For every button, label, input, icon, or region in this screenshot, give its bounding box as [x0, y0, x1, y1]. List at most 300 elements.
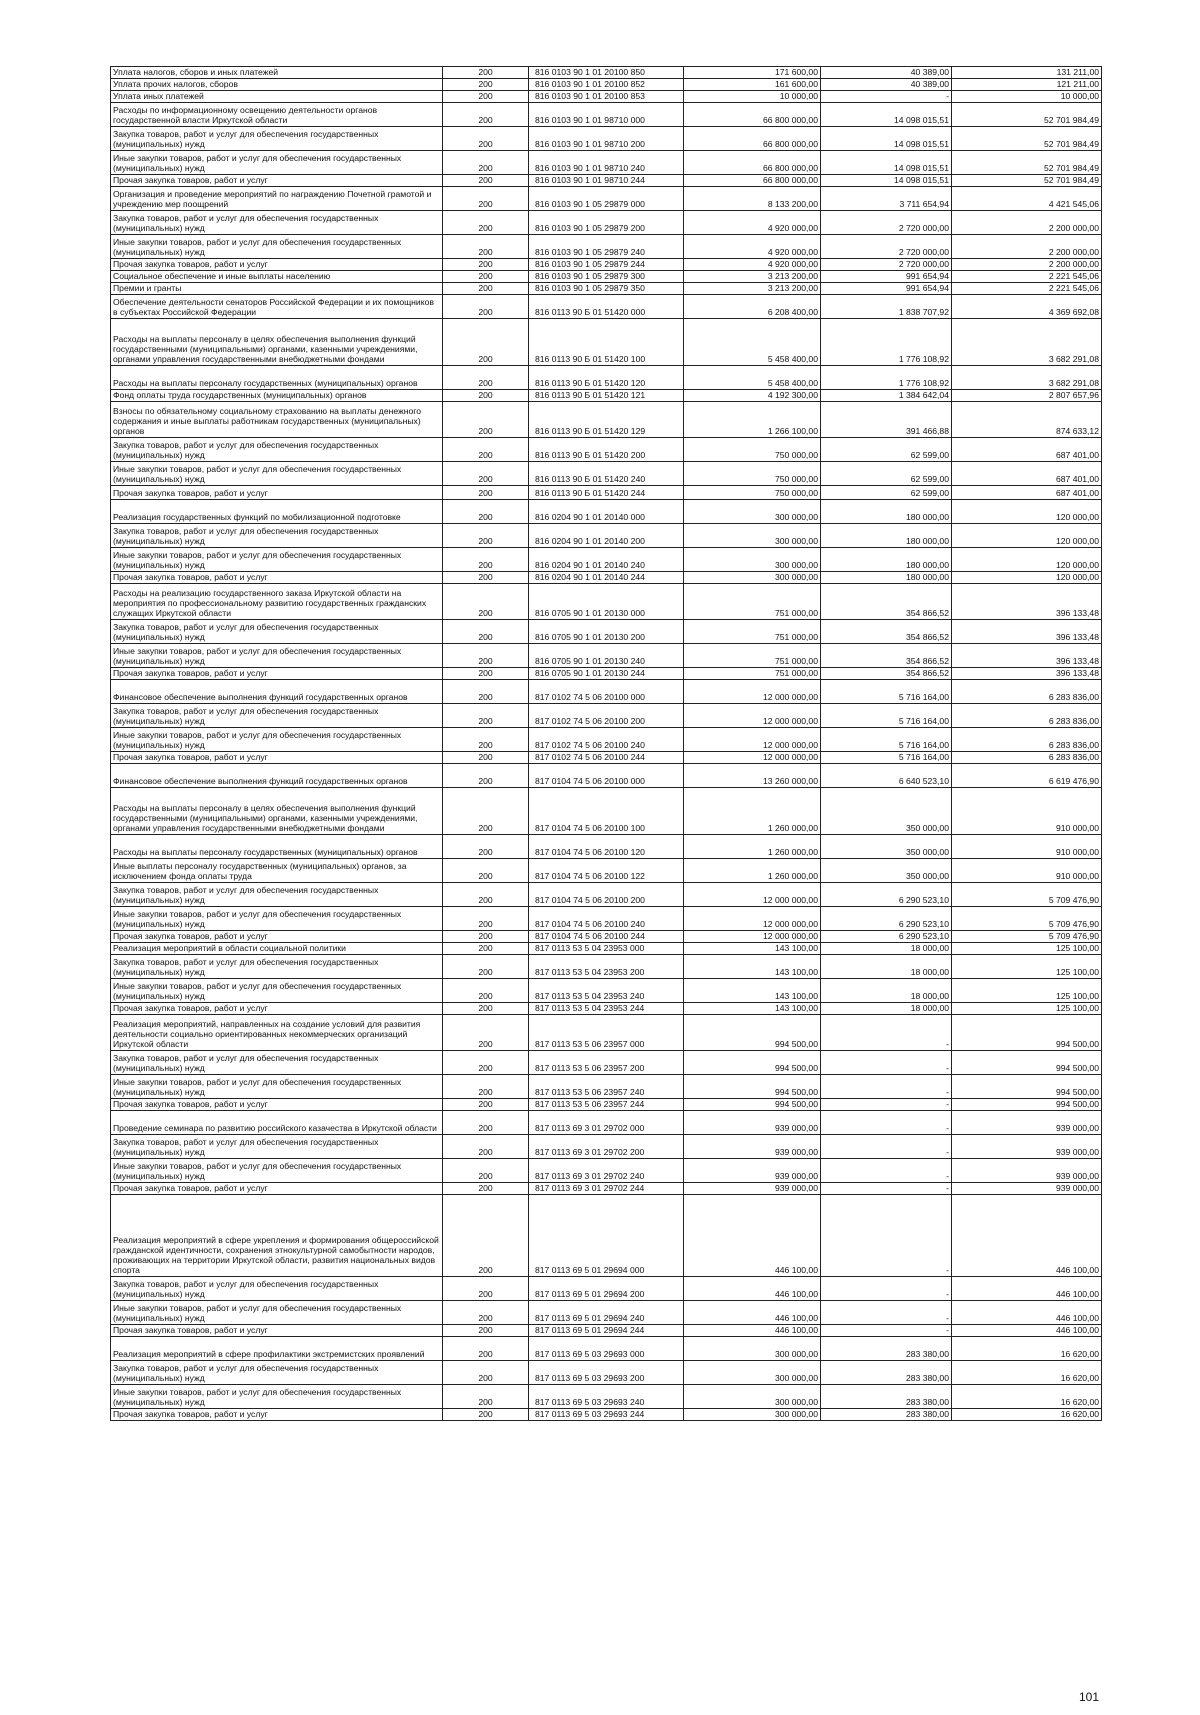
row-code-cell: 200	[443, 486, 529, 500]
row-executed-amount-cell: 14 098 015,51	[821, 151, 952, 175]
table-row	[111, 295, 1102, 319]
row-approved-amount-cell: 143 100,00	[684, 979, 821, 1003]
row-unexecuted-amount-cell: 994 500,00	[952, 1099, 1102, 1111]
row-name-cell: Расходы на реализацию государственного заказа Иркутской области на мероприятия по профессиональному развитию государственных гражданских служащих Иркутской области	[111, 584, 443, 620]
row-code-cell: 200	[443, 859, 529, 883]
row-executed-amount-cell: 40 389,00	[821, 67, 952, 79]
row-name-cell: Закупка товаров, работ и услуг для обеспечения государственных (муниципальных) нужд	[111, 438, 443, 462]
row-code-cell: 200	[443, 259, 529, 271]
row-code-cell: 200	[443, 764, 529, 788]
row-name-cell: Закупка товаров, работ и услуг для обеспечения государственных (муниципальных) нужд	[111, 883, 443, 907]
row-unexecuted-amount-cell: 446 100,00	[952, 1195, 1102, 1277]
row-code-cell: 200	[443, 1277, 529, 1301]
table-row	[111, 943, 1102, 955]
row-code-cell: 200	[443, 67, 529, 79]
row-classification-code-cell: 817 0102 74 5 06 20100 240	[529, 728, 684, 752]
row-classification-code-cell: 817 0113 69 5 03 29693 240	[529, 1385, 684, 1409]
row-code-cell: 200	[443, 295, 529, 319]
row-name-cell: Взносы по обязательному социальному страхованию на выплаты денежного содержания и иные выплаты работникам государственных (муниципальных) органов	[111, 402, 443, 438]
row-classification-code-cell: 816 0113 90 Б 01 51420 121	[529, 390, 684, 402]
row-classification-code-cell: 816 0103 90 1 05 29879 240	[529, 235, 684, 259]
row-code-cell: 200	[443, 1195, 529, 1277]
row-approved-amount-cell: 751 000,00	[684, 644, 821, 668]
page-number: 101	[1079, 1690, 1100, 1704]
table-row	[111, 79, 1102, 91]
table-row	[111, 366, 1102, 390]
row-classification-code-cell: 817 0113 69 5 01 29694 000	[529, 1195, 684, 1277]
row-name-cell: Расходы на выплаты персоналу в целях обеспечения выполнения функций государственными (муниципальными) органами, казенными учреждениями, органами управления государственными внебюджетными фондами	[111, 788, 443, 835]
row-unexecuted-amount-cell: 994 500,00	[952, 1075, 1102, 1099]
budget-execution-sheet	[110, 66, 1101, 1421]
row-classification-code-cell: 816 0705 90 1 01 20130 244	[529, 668, 684, 680]
row-code-cell: 200	[443, 704, 529, 728]
row-unexecuted-amount-cell: 52 701 984,49	[952, 103, 1102, 127]
row-executed-amount-cell: 180 000,00	[821, 500, 952, 524]
row-executed-amount-cell: 354 866,52	[821, 668, 952, 680]
row-code-cell: 200	[443, 438, 529, 462]
row-executed-amount-cell: 3 711 654,94	[821, 187, 952, 211]
row-approved-amount-cell: 750 000,00	[684, 486, 821, 500]
row-name-cell: Прочая закупка товаров, работ и услуг	[111, 1099, 443, 1111]
row-code-cell: 200	[443, 955, 529, 979]
table-row	[111, 728, 1102, 752]
row-code-cell: 200	[443, 500, 529, 524]
row-unexecuted-amount-cell: 125 100,00	[952, 943, 1102, 955]
row-classification-code-cell: 817 0104 74 5 06 20100 120	[529, 835, 684, 859]
table-row	[111, 1015, 1102, 1051]
row-unexecuted-amount-cell: 874 633,12	[952, 402, 1102, 438]
row-approved-amount-cell: 12 000 000,00	[684, 931, 821, 943]
row-code-cell: 200	[443, 1051, 529, 1075]
row-name-cell: Прочая закупка товаров, работ и услуг	[111, 1409, 443, 1421]
row-approved-amount-cell: 12 000 000,00	[684, 728, 821, 752]
row-code-cell: 200	[443, 235, 529, 259]
row-unexecuted-amount-cell: 396 133,48	[952, 584, 1102, 620]
row-unexecuted-amount-cell: 2 807 657,96	[952, 390, 1102, 402]
row-executed-amount-cell: 350 000,00	[821, 835, 952, 859]
row-classification-code-cell: 816 0705 90 1 01 20130 000	[529, 584, 684, 620]
row-code-cell: 200	[443, 907, 529, 931]
row-code-cell: 200	[443, 668, 529, 680]
row-name-cell: Расходы на выплаты персоналу в целях обеспечения выполнения функций государственными (муниципальными) органами, казенными учреждениями, органами управления государственными внебюджетными фондами	[111, 319, 443, 366]
row-classification-code-cell: 817 0113 53 5 06 23957 244	[529, 1099, 684, 1111]
row-unexecuted-amount-cell: 3 682 291,08	[952, 319, 1102, 366]
row-approved-amount-cell: 939 000,00	[684, 1111, 821, 1135]
row-code-cell: 200	[443, 91, 529, 103]
row-approved-amount-cell: 1 266 100,00	[684, 402, 821, 438]
row-classification-code-cell: 817 0104 74 5 06 20100 000	[529, 764, 684, 788]
row-code-cell: 200	[443, 1325, 529, 1337]
row-name-cell: Иные закупки товаров, работ и услуг для обеспечения государственных (муниципальных) нужд	[111, 1159, 443, 1183]
row-executed-amount-cell: 14 098 015,51	[821, 175, 952, 187]
row-unexecuted-amount-cell: 131 211,00	[952, 67, 1102, 79]
row-unexecuted-amount-cell: 5 709 476,90	[952, 907, 1102, 931]
row-name-cell: Иные закупки товаров, работ и услуг для обеспечения государственных (муниципальных) нужд	[111, 728, 443, 752]
row-classification-code-cell: 817 0113 53 5 04 23953 240	[529, 979, 684, 1003]
row-code-cell: 200	[443, 283, 529, 295]
row-unexecuted-amount-cell: 16 620,00	[952, 1361, 1102, 1385]
row-unexecuted-amount-cell: 4 369 692,08	[952, 295, 1102, 319]
row-executed-amount-cell: -	[821, 1277, 952, 1301]
row-unexecuted-amount-cell: 120 000,00	[952, 548, 1102, 572]
row-code-cell: 200	[443, 788, 529, 835]
row-name-cell: Уплата прочих налогов, сборов	[111, 79, 443, 91]
row-executed-amount-cell: -	[821, 91, 952, 103]
row-name-cell: Закупка товаров, работ и услуг для обеспечения государственных (муниципальных) нужд	[111, 1051, 443, 1075]
row-approved-amount-cell: 300 000,00	[684, 1385, 821, 1409]
table-row	[111, 752, 1102, 764]
row-name-cell: Прочая закупка товаров, работ и услуг	[111, 1003, 443, 1015]
row-executed-amount-cell: -	[821, 1015, 952, 1051]
row-executed-amount-cell: 354 866,52	[821, 620, 952, 644]
row-approved-amount-cell: 6 208 400,00	[684, 295, 821, 319]
row-executed-amount-cell: -	[821, 1099, 952, 1111]
row-executed-amount-cell: 991 654,94	[821, 283, 952, 295]
row-classification-code-cell: 816 0103 90 1 01 20100 853	[529, 91, 684, 103]
row-unexecuted-amount-cell: 5 709 476,90	[952, 883, 1102, 907]
table-row	[111, 151, 1102, 175]
row-classification-code-cell: 816 0103 90 1 01 98710 000	[529, 103, 684, 127]
row-approved-amount-cell: 66 800 000,00	[684, 175, 821, 187]
row-approved-amount-cell: 66 800 000,00	[684, 151, 821, 175]
row-executed-amount-cell: -	[821, 1075, 952, 1099]
row-code-cell: 200	[443, 752, 529, 764]
table-row	[111, 1385, 1102, 1409]
row-name-cell: Прочая закупка товаров, работ и услуг	[111, 931, 443, 943]
row-classification-code-cell: 816 0204 90 1 01 20140 000	[529, 500, 684, 524]
row-approved-amount-cell: 143 100,00	[684, 955, 821, 979]
row-name-cell: Иные закупки товаров, работ и услуг для обеспечения государственных (муниципальных) нужд	[111, 979, 443, 1003]
row-unexecuted-amount-cell: 6 283 836,00	[952, 752, 1102, 764]
row-executed-amount-cell: -	[821, 1325, 952, 1337]
row-classification-code-cell: 816 0103 90 1 05 29879 200	[529, 211, 684, 235]
table-row	[111, 1003, 1102, 1015]
row-executed-amount-cell: -	[821, 1111, 952, 1135]
row-approved-amount-cell: 751 000,00	[684, 620, 821, 644]
row-approved-amount-cell: 3 213 200,00	[684, 271, 821, 283]
row-name-cell: Иные закупки товаров, работ и услуг для обеспечения государственных (муниципальных) нужд	[111, 1301, 443, 1325]
row-classification-code-cell: 816 0103 90 1 05 29879 350	[529, 283, 684, 295]
row-unexecuted-amount-cell: 2 221 545,06	[952, 271, 1102, 283]
row-name-cell: Реализация мероприятий в сфере укрепления и формирования общероссийской гражданской идентичности, сохранения этнокультурной самобытности народов, проживающих на территории Иркутской области, развития национальных видов спорта	[111, 1195, 443, 1277]
row-classification-code-cell: 816 0103 90 1 01 98710 240	[529, 151, 684, 175]
row-name-cell: Социальное обеспечение и иные выплаты населению	[111, 271, 443, 283]
table-row	[111, 390, 1102, 402]
row-unexecuted-amount-cell: 4 421 545,06	[952, 187, 1102, 211]
table-row	[111, 319, 1102, 366]
table-row	[111, 127, 1102, 151]
row-executed-amount-cell: 62 599,00	[821, 486, 952, 500]
table-row	[111, 955, 1102, 979]
row-classification-code-cell: 817 0102 74 5 06 20100 244	[529, 752, 684, 764]
row-approved-amount-cell: 4 920 000,00	[684, 259, 821, 271]
row-code-cell: 200	[443, 644, 529, 668]
table-row	[111, 1051, 1102, 1075]
row-classification-code-cell: 816 0103 90 1 01 20100 850	[529, 67, 684, 79]
row-classification-code-cell: 816 0103 90 1 01 20100 852	[529, 79, 684, 91]
table-row	[111, 644, 1102, 668]
row-name-cell: Прочая закупка товаров, работ и услуг	[111, 486, 443, 500]
row-classification-code-cell: 816 0705 90 1 01 20130 200	[529, 620, 684, 644]
row-unexecuted-amount-cell: 994 500,00	[952, 1051, 1102, 1075]
row-executed-amount-cell: 1 384 642,04	[821, 390, 952, 402]
row-classification-code-cell: 816 0204 90 1 01 20140 240	[529, 548, 684, 572]
row-unexecuted-amount-cell: 939 000,00	[952, 1159, 1102, 1183]
row-unexecuted-amount-cell: 10 000,00	[952, 91, 1102, 103]
table-row	[111, 1195, 1102, 1277]
row-code-cell: 200	[443, 211, 529, 235]
row-unexecuted-amount-cell: 396 133,48	[952, 668, 1102, 680]
row-code-cell: 200	[443, 1337, 529, 1361]
row-executed-amount-cell: 283 380,00	[821, 1361, 952, 1385]
row-code-cell: 200	[443, 680, 529, 704]
row-name-cell: Прочая закупка товаров, работ и услуг	[111, 1325, 443, 1337]
row-name-cell: Прочая закупка товаров, работ и услуг	[111, 572, 443, 584]
row-approved-amount-cell: 300 000,00	[684, 1409, 821, 1421]
row-approved-amount-cell: 4 192 300,00	[684, 390, 821, 402]
row-unexecuted-amount-cell: 125 100,00	[952, 1003, 1102, 1015]
row-approved-amount-cell: 12 000 000,00	[684, 883, 821, 907]
row-unexecuted-amount-cell: 910 000,00	[952, 835, 1102, 859]
row-classification-code-cell: 816 0113 90 Б 01 51420 100	[529, 319, 684, 366]
row-code-cell: 200	[443, 1159, 529, 1183]
row-approved-amount-cell: 1 260 000,00	[684, 788, 821, 835]
row-code-cell: 200	[443, 1409, 529, 1421]
row-unexecuted-amount-cell: 52 701 984,49	[952, 151, 1102, 175]
row-approved-amount-cell: 300 000,00	[684, 524, 821, 548]
row-unexecuted-amount-cell: 6 283 836,00	[952, 728, 1102, 752]
row-unexecuted-amount-cell: 120 000,00	[952, 572, 1102, 584]
row-unexecuted-amount-cell: 16 620,00	[952, 1409, 1102, 1421]
row-classification-code-cell: 816 0113 90 Б 01 51420 120	[529, 366, 684, 390]
table-row	[111, 788, 1102, 835]
row-approved-amount-cell: 994 500,00	[684, 1051, 821, 1075]
row-unexecuted-amount-cell: 939 000,00	[952, 1135, 1102, 1159]
row-approved-amount-cell: 8 133 200,00	[684, 187, 821, 211]
row-approved-amount-cell: 446 100,00	[684, 1301, 821, 1325]
row-name-cell: Уплата иных платежей	[111, 91, 443, 103]
row-name-cell: Реализация мероприятий, направленных на создание условий для развития деятельности социально ориентированных некоммерческих организаций Иркутской области	[111, 1015, 443, 1051]
row-executed-amount-cell: 40 389,00	[821, 79, 952, 91]
row-approved-amount-cell: 66 800 000,00	[684, 127, 821, 151]
row-name-cell: Прочая закупка товаров, работ и услуг	[111, 175, 443, 187]
row-approved-amount-cell: 66 800 000,00	[684, 103, 821, 127]
row-classification-code-cell: 817 0102 74 5 06 20100 200	[529, 704, 684, 728]
row-classification-code-cell: 816 0103 90 1 01 98710 200	[529, 127, 684, 151]
row-executed-amount-cell: 14 098 015,51	[821, 127, 952, 151]
row-name-cell: Расходы по информационному освещению деятельности органов государственной власти Иркутской области	[111, 103, 443, 127]
row-code-cell: 200	[443, 151, 529, 175]
row-executed-amount-cell: 62 599,00	[821, 438, 952, 462]
table-row	[111, 1325, 1102, 1337]
row-code-cell: 200	[443, 1385, 529, 1409]
row-unexecuted-amount-cell: 687 401,00	[952, 438, 1102, 462]
row-unexecuted-amount-cell: 16 620,00	[952, 1385, 1102, 1409]
row-name-cell: Премии и гранты	[111, 283, 443, 295]
row-unexecuted-amount-cell: 125 100,00	[952, 979, 1102, 1003]
row-executed-amount-cell: -	[821, 1051, 952, 1075]
row-approved-amount-cell: 994 500,00	[684, 1015, 821, 1051]
row-executed-amount-cell: 350 000,00	[821, 788, 952, 835]
row-code-cell: 200	[443, 979, 529, 1003]
row-name-cell: Иные закупки товаров, работ и услуг для обеспечения государственных (муниципальных) нужд	[111, 1385, 443, 1409]
row-name-cell: Реализация мероприятий в области социальной политики	[111, 943, 443, 955]
row-approved-amount-cell: 751 000,00	[684, 668, 821, 680]
row-executed-amount-cell: 5 716 164,00	[821, 752, 952, 764]
table-row	[111, 1111, 1102, 1135]
row-unexecuted-amount-cell: 910 000,00	[952, 788, 1102, 835]
row-code-cell: 200	[443, 390, 529, 402]
row-approved-amount-cell: 300 000,00	[684, 548, 821, 572]
row-classification-code-cell: 817 0113 69 5 01 29694 244	[529, 1325, 684, 1337]
row-unexecuted-amount-cell: 52 701 984,49	[952, 175, 1102, 187]
row-classification-code-cell: 816 0103 90 1 05 29879 244	[529, 259, 684, 271]
row-executed-amount-cell: -	[821, 1135, 952, 1159]
row-executed-amount-cell: 6 290 523,10	[821, 931, 952, 943]
row-unexecuted-amount-cell: 2 200 000,00	[952, 259, 1102, 271]
row-classification-code-cell: 817 0113 53 5 06 23957 240	[529, 1075, 684, 1099]
row-unexecuted-amount-cell: 6 283 836,00	[952, 704, 1102, 728]
row-executed-amount-cell: -	[821, 1183, 952, 1195]
row-name-cell: Закупка товаров, работ и услуг для обеспечения государственных (муниципальных) нужд	[111, 620, 443, 644]
row-classification-code-cell: 817 0104 74 5 06 20100 200	[529, 883, 684, 907]
table-row	[111, 175, 1102, 187]
table-row	[111, 668, 1102, 680]
row-approved-amount-cell: 5 458 400,00	[684, 319, 821, 366]
row-executed-amount-cell: 354 866,52	[821, 584, 952, 620]
row-code-cell: 200	[443, 1015, 529, 1051]
row-approved-amount-cell: 994 500,00	[684, 1099, 821, 1111]
row-name-cell: Закупка товаров, работ и услуг для обеспечения государственных (муниципальных) нужд	[111, 1361, 443, 1385]
row-name-cell: Обеспечение деятельности сенаторов Российской Федерации и их помощников в субъектах Российской Федерации	[111, 295, 443, 319]
row-code-cell: 200	[443, 462, 529, 486]
table-row	[111, 67, 1102, 79]
row-unexecuted-amount-cell: 910 000,00	[952, 859, 1102, 883]
row-name-cell: Закупка товаров, работ и услуг для обеспечения государственных (муниципальных) нужд	[111, 524, 443, 548]
table-row	[111, 486, 1102, 500]
row-name-cell: Прочая закупка товаров, работ и услуг	[111, 1183, 443, 1195]
row-code-cell: 200	[443, 548, 529, 572]
row-approved-amount-cell: 12 000 000,00	[684, 680, 821, 704]
row-name-cell: Уплата налогов, сборов и иных платежей	[111, 67, 443, 79]
table-row	[111, 1135, 1102, 1159]
row-unexecuted-amount-cell: 2 200 000,00	[952, 211, 1102, 235]
row-executed-amount-cell: 6 290 523,10	[821, 883, 952, 907]
row-classification-code-cell: 816 0113 90 Б 01 51420 244	[529, 486, 684, 500]
row-approved-amount-cell: 5 458 400,00	[684, 366, 821, 390]
row-approved-amount-cell: 939 000,00	[684, 1159, 821, 1183]
row-code-cell: 200	[443, 943, 529, 955]
table-row	[111, 680, 1102, 704]
row-unexecuted-amount-cell: 6 283 836,00	[952, 680, 1102, 704]
row-unexecuted-amount-cell: 121 211,00	[952, 79, 1102, 91]
row-executed-amount-cell: 18 000,00	[821, 1003, 952, 1015]
row-unexecuted-amount-cell: 3 682 291,08	[952, 366, 1102, 390]
row-name-cell: Фонд оплаты труда государственных (муниципальных) органов	[111, 390, 443, 402]
row-executed-amount-cell: -	[821, 1195, 952, 1277]
table-row	[111, 1409, 1102, 1421]
row-name-cell: Иные закупки товаров, работ и услуг для обеспечения государственных (муниципальных) нужд	[111, 235, 443, 259]
table-row	[111, 620, 1102, 644]
row-name-cell: Проведение семинара по развитию российского казачества в Иркутской области	[111, 1111, 443, 1135]
row-unexecuted-amount-cell: 994 500,00	[952, 1015, 1102, 1051]
row-approved-amount-cell: 446 100,00	[684, 1195, 821, 1277]
row-executed-amount-cell: 18 000,00	[821, 979, 952, 1003]
row-code-cell: 200	[443, 366, 529, 390]
row-approved-amount-cell: 300 000,00	[684, 1337, 821, 1361]
row-approved-amount-cell: 994 500,00	[684, 1075, 821, 1099]
row-executed-amount-cell: 350 000,00	[821, 859, 952, 883]
row-executed-amount-cell: 283 380,00	[821, 1385, 952, 1409]
row-approved-amount-cell: 1 260 000,00	[684, 835, 821, 859]
table-row	[111, 931, 1102, 943]
table-row	[111, 187, 1102, 211]
row-classification-code-cell: 816 0204 90 1 01 20140 244	[529, 572, 684, 584]
row-name-cell: Закупка товаров, работ и услуг для обеспечения государственных (муниципальных) нужд	[111, 704, 443, 728]
row-classification-code-cell: 816 0103 90 1 05 29879 300	[529, 271, 684, 283]
row-classification-code-cell: 817 0113 69 3 01 29702 000	[529, 1111, 684, 1135]
row-executed-amount-cell: 283 380,00	[821, 1337, 952, 1361]
row-classification-code-cell: 817 0113 69 5 03 29693 000	[529, 1337, 684, 1361]
row-approved-amount-cell: 446 100,00	[684, 1277, 821, 1301]
row-executed-amount-cell: 62 599,00	[821, 462, 952, 486]
table-row	[111, 704, 1102, 728]
row-executed-amount-cell: 6 640 523,10	[821, 764, 952, 788]
row-approved-amount-cell: 751 000,00	[684, 584, 821, 620]
row-name-cell: Прочая закупка товаров, работ и услуг	[111, 259, 443, 271]
row-classification-code-cell: 817 0113 69 3 01 29702 240	[529, 1159, 684, 1183]
row-code-cell: 200	[443, 1003, 529, 1015]
table-row	[111, 1337, 1102, 1361]
row-code-cell: 200	[443, 1075, 529, 1099]
row-name-cell: Закупка товаров, работ и услуг для обеспечения государственных (муниципальных) нужд	[111, 211, 443, 235]
row-name-cell: Финансовое обеспечение выполнения функций государственных органов	[111, 764, 443, 788]
row-executed-amount-cell: 354 866,52	[821, 644, 952, 668]
row-code-cell: 200	[443, 79, 529, 91]
row-name-cell: Прочая закупка товаров, работ и услуг	[111, 668, 443, 680]
row-unexecuted-amount-cell: 687 401,00	[952, 486, 1102, 500]
row-code-cell: 200	[443, 127, 529, 151]
table-row	[111, 1159, 1102, 1183]
row-name-cell: Закупка товаров, работ и услуг для обеспечения государственных (муниципальных) нужд	[111, 955, 443, 979]
row-unexecuted-amount-cell: 2 200 000,00	[952, 235, 1102, 259]
table-row	[111, 1277, 1102, 1301]
row-unexecuted-amount-cell: 687 401,00	[952, 462, 1102, 486]
row-approved-amount-cell: 12 000 000,00	[684, 907, 821, 931]
table-row	[111, 283, 1102, 295]
row-name-cell: Организация и проведение мероприятий по награждению Почетной грамотой и учреждению мер поощрений	[111, 187, 443, 211]
row-name-cell: Реализация государственных функций по мобилизационной подготовке	[111, 500, 443, 524]
row-executed-amount-cell: 1 776 108,92	[821, 319, 952, 366]
row-classification-code-cell: 816 0103 90 1 05 29879 000	[529, 187, 684, 211]
row-name-cell: Расходы на выплаты персоналу государственных (муниципальных) органов	[111, 366, 443, 390]
table-row	[111, 1075, 1102, 1099]
table-row	[111, 572, 1102, 584]
row-classification-code-cell: 817 0113 69 3 01 29702 200	[529, 1135, 684, 1159]
row-classification-code-cell: 817 0113 69 3 01 29702 244	[529, 1183, 684, 1195]
row-name-cell: Иные закупки товаров, работ и услуг для обеспечения государственных (муниципальных) нужд	[111, 644, 443, 668]
row-approved-amount-cell: 143 100,00	[684, 943, 821, 955]
row-name-cell: Закупка товаров, работ и услуг для обеспечения государственных (муниципальных) нужд	[111, 1277, 443, 1301]
table-row	[111, 259, 1102, 271]
row-classification-code-cell: 817 0104 74 5 06 20100 240	[529, 907, 684, 931]
row-code-cell: 200	[443, 524, 529, 548]
row-name-cell: Закупка товаров, работ и услуг для обеспечения государственных (муниципальных) нужд	[111, 1135, 443, 1159]
table-row	[111, 462, 1102, 486]
row-approved-amount-cell: 446 100,00	[684, 1325, 821, 1337]
row-name-cell: Иные закупки товаров, работ и услуг для обеспечения государственных (муниципальных) нужд	[111, 462, 443, 486]
row-code-cell: 200	[443, 175, 529, 187]
